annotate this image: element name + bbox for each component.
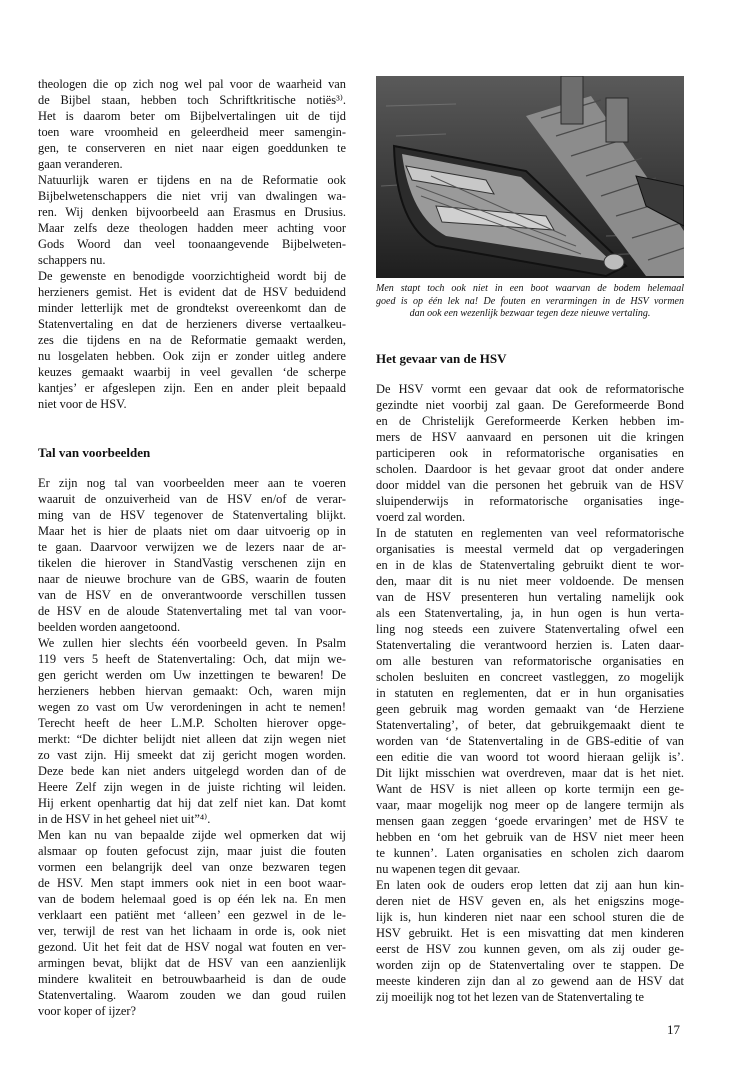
text-line: Men kan nu van bepaalde zijde wel opmerken dat wij <box>38 828 346 842</box>
boat-photo <box>376 76 684 278</box>
text-line: Dit lijkt misschien wat overdreven, maar dat is het niet. <box>376 765 684 780</box>
text-line: De gewenste en benodigde voorzichtigheid wordt bij de <box>38 269 346 283</box>
danger-paragraphs <box>376 381 684 1005</box>
text-line: om alle besturen van reformatorische organisaties en <box>376 653 684 668</box>
text-line: Deze bede kan niet anders uitgelegd worden dan of de <box>38 764 346 778</box>
text-line: geen gebruik mag worden gemaakt van ‘de Herziene <box>376 701 684 716</box>
text-line: te gaan. Daarvoor verwijzen we de lezers naar de ar- <box>38 540 346 554</box>
caption-line: Men stapt toch ook niet in een boot waarvan de bodem helemaal <box>376 283 684 294</box>
text-line: hebben en ‘om het gebruik van de HSV niet meer heen <box>376 829 684 844</box>
text-line: herzieners hebben hiervan gemaakt: Och, waren mijn <box>38 684 346 698</box>
text-line: Statenvertaling. Waarom zouden we dan goud ruilen <box>38 988 346 1002</box>
text-line: kantjes’ er afgeslepen zijn. Een en ander pleit bepaald <box>38 381 346 395</box>
text-line: mindere kwaliteit en betrouwbaarheid is dan de oude <box>38 972 346 986</box>
text-line: te kunnen’. Laten organisaties en scholen zich daarom <box>376 845 684 860</box>
text-line: Hij erkent openhartig dat hij dat zelf niet kan. Dat komt <box>38 796 346 810</box>
text-line: Er zijn nog tal van voorbeelden meer aan te voeren <box>38 476 346 490</box>
text-line: Statenvertaling die verantwoord herzien is. Laten daar- <box>376 637 684 652</box>
text-line: Want de HSV is niet alleen op korte termijn een ge- <box>376 781 684 796</box>
text-line: Statenvertaling’, of beter, dat gebruikgemaakt dient te <box>376 717 684 732</box>
text-line: nu wapenen tegen dit gevaar. <box>376 861 521 876</box>
text-line: theologen die op zich nog wel pal voor de waarheid van <box>38 77 346 91</box>
text-line: Terecht heeft de heer L.M.P. Scholten hierover opge- <box>38 716 346 730</box>
text-line: in statuten en reglementen, dat er in hun organisaties <box>376 685 684 700</box>
text-line: worden zijn op de Statenvertaling over te stappen. De <box>376 957 684 972</box>
text-line: de Bijbel staan, hebben toch Schriftkritische notiës³⁾. <box>38 93 346 107</box>
text-line: organisaties is meestal vermeld dat op vergaderingen <box>376 541 684 556</box>
text-line: van de HSV en de onverantwoorde verschillen tussen <box>38 588 346 602</box>
text-line: We zullen hier slechts één voorbeeld geven. In Psalm <box>38 636 346 650</box>
text-line: schappers nu. <box>38 253 106 267</box>
text-line: scholen. Daardoor is het gevaar groot dat onder andere <box>376 461 684 476</box>
text-line: Bijbelwetenschappers die niet vrij van dwalingen wa- <box>38 189 346 203</box>
text-line: van de bodem helemaal goed is op één lek na. En men <box>38 892 346 906</box>
text-line: ling nog steeds een zuivere Statenvertaling ofwel een <box>376 621 684 636</box>
rowboat-image <box>376 76 684 278</box>
text-line: en de Christelijk Gereformeerde Kerken hebben im- <box>376 413 684 428</box>
text-line: voor koper of ijzer? <box>38 1004 137 1018</box>
text-line: als een Statenvertaling, ja, in hun ogen is hun verta- <box>376 605 684 620</box>
text-line: lijk is, hun kinderen niet naar een school sturen die de <box>376 909 684 924</box>
text-line: Maar het is hier de plaats niet om daar uitvoerig op in <box>38 524 346 538</box>
text-line: merkt: “De dichter belijdt niet alleen dat zijn wegen niet <box>38 732 346 746</box>
left-column <box>38 76 346 1019</box>
text-line: ren. Wij denken bijvoorbeeld aan Erasmus en Drusius. <box>38 205 346 219</box>
text-line: zo vast zijn. Hij smeekt dat zij gericht mogen worden. <box>38 748 346 762</box>
text-line: Statenvertaling en dat de herzieners diverse vertaalkeu- <box>38 317 346 331</box>
text-line: In de statuten en reglementen van veel reformatorische <box>376 525 684 540</box>
text-line: deren niet de HSV geven en, als het enigszins moge- <box>376 893 684 908</box>
text-line: mers de HSV aanvaard en personen uit die kringen <box>376 429 684 444</box>
text-line: scholen besluiten en concreet vastleggen, zo mogelijk <box>376 669 684 684</box>
text-line: vaar, maar mogelijk nog meer op de langere termijn als <box>376 797 684 812</box>
text-line: zes die tijdens en na de Reformatie gemaakt werden, <box>38 333 346 347</box>
text-line: meeste kinderen zijn dan al zo gewend aan de HSV dat <box>376 973 684 988</box>
text-line: waaruit de onzuiverheid van de HSV en/of de verar- <box>38 492 346 506</box>
text-line: wegen zo vast om Uw verordeningen in acht te nemen! <box>38 700 346 714</box>
text-line: Heere Zelf zijn wegen in de juiste richting wil leiden. <box>38 780 346 794</box>
text-line: en in de klas de Statenvertaling gebruikt dient te wor- <box>376 557 684 572</box>
text-line: verklaart een patiënt met ‘alleen’ een gezwel in de le- <box>38 908 346 922</box>
text-line: En laten ook de ouders erop letten dat zij aan hun kin- <box>376 877 684 892</box>
caption-line: goed is op één lek na! De fouten en verarmingen in de HSV vormen <box>376 295 684 307</box>
text-line: participeren ook in reformatorische organisaties en <box>376 445 684 460</box>
text-line: door middel van die personen het gebruik van de HSV <box>376 477 684 492</box>
text-line: de HSV en de aloude Statenvertaling met tal van voor- <box>38 604 346 618</box>
right-column <box>376 76 684 1005</box>
text-line: vormen een belangrijk deel van onze bezwaren tegen <box>38 860 346 874</box>
text-line: naar de nieuwe brochure van de GBS, waarin de fouten <box>38 572 346 586</box>
text-line: nu losgelaten hebben. Ook zijn er zonder uitleg andere <box>38 349 346 363</box>
text-line: voerd zal worden. <box>376 509 466 524</box>
text-line: herzieners gemist. Het is evident dat de HSV beduidend <box>38 285 346 299</box>
text-line: Natuurlijk waren er tijdens en na de Reformatie ook <box>38 173 346 187</box>
text-line: gen, te conserveren en niet naar eigen goeddunken te <box>38 141 346 155</box>
text-line: Maar zelfs deze theologen hadden meer achting voor <box>38 221 346 235</box>
text-line: Het is daarom beter om Bijbelvertalingen uit de tijd <box>38 109 346 123</box>
text-line: den, maar dit is nu niet meer voldoende. De mensen <box>376 573 684 588</box>
text-line: zij moeilijk nog tot het lezen van de Statenvertaling te <box>376 989 645 1004</box>
text-line: eerst de HSV zou kunnen geven, om als zij ouder ge- <box>376 941 684 956</box>
text-line: armingen bevat, blijkt dat de HSV van een aanzienlijk <box>38 956 346 970</box>
section-heading-danger: Het gevaar van de HSV <box>376 350 507 366</box>
photo-caption <box>376 283 684 321</box>
section-heading-examples: Tal van voorbeelden <box>38 445 151 460</box>
text-line: ming van de HSV tegenover de Statenvertaling blijkt. <box>38 508 346 522</box>
text-line: toen ware vroomheid en geleerdheid meer samengin- <box>38 125 346 139</box>
text-line: de HSV. Men stapt immers ook niet in een boot waar- <box>38 876 346 890</box>
caption-line: dan ook een wezenlijk bezwaar tegen deze nieuwe vertaling. <box>409 308 651 319</box>
text-line: een editie die van woord tot woord hieraan gelijk is’. <box>376 749 684 764</box>
text-line: beelden worden aangetoond. <box>38 620 181 634</box>
text-line: niet voor de HSV. <box>38 397 127 411</box>
page-number: 17 <box>667 1022 680 1037</box>
text-line: alsmaar op fouten gefocust zijn, maar juist die fouten <box>38 844 346 858</box>
text-line: minder letterlijk met de grondtekst overeenkomt dan de <box>38 301 346 315</box>
text-line: gezindte niet voorbij zal gaan. De Gereformeerde Bond <box>376 397 684 412</box>
text-line: Gods Woord dan veel toonaangevende Bijbelweten- <box>38 237 346 251</box>
text-line: tikelen die hierover in StandVastig verschenen zijn en <box>38 556 346 570</box>
text-line: keuzes gemaakt waarbij in veel gevallen ‘de scherpe <box>38 365 346 379</box>
text-line: mensen gaan zeggen ‘goede ervaringen’ met de HSV te <box>376 813 684 828</box>
intro-paragraphs <box>38 76 346 412</box>
text-line: in de HSV in het geheel niet uit”⁴⁾. <box>38 812 211 826</box>
text-line: gen gericht werden om Uw inzettingen te bewaren! De <box>38 668 346 682</box>
text-line: worden van ‘de Statenvertaling in de GBS-editie of van <box>376 733 684 748</box>
text-line: ver, terwijl de rest van het lichaam in orde is, ook niet <box>38 924 346 938</box>
text-line: sluipenderwijs in reformatorische organisaties inge- <box>376 493 684 508</box>
text-line: gezond. Uit het feit dat de HSV nogal wat fouten en ver- <box>38 940 346 954</box>
text-line: van de HSV presenteren hun vertaling namelijk ook <box>376 589 684 604</box>
text-line: gaan veranderen. <box>38 157 123 171</box>
examples-paragraphs <box>38 475 346 1019</box>
text-line: De HSV vormt een gevaar dat ook de reformatorische <box>376 381 684 396</box>
text-line: HSV gebruikt. Het is een misvatting dat men kinderen <box>376 925 684 940</box>
text-line: 119 vers 5 heeft de Statenvertaling: Och, dat mijn we- <box>38 652 346 666</box>
